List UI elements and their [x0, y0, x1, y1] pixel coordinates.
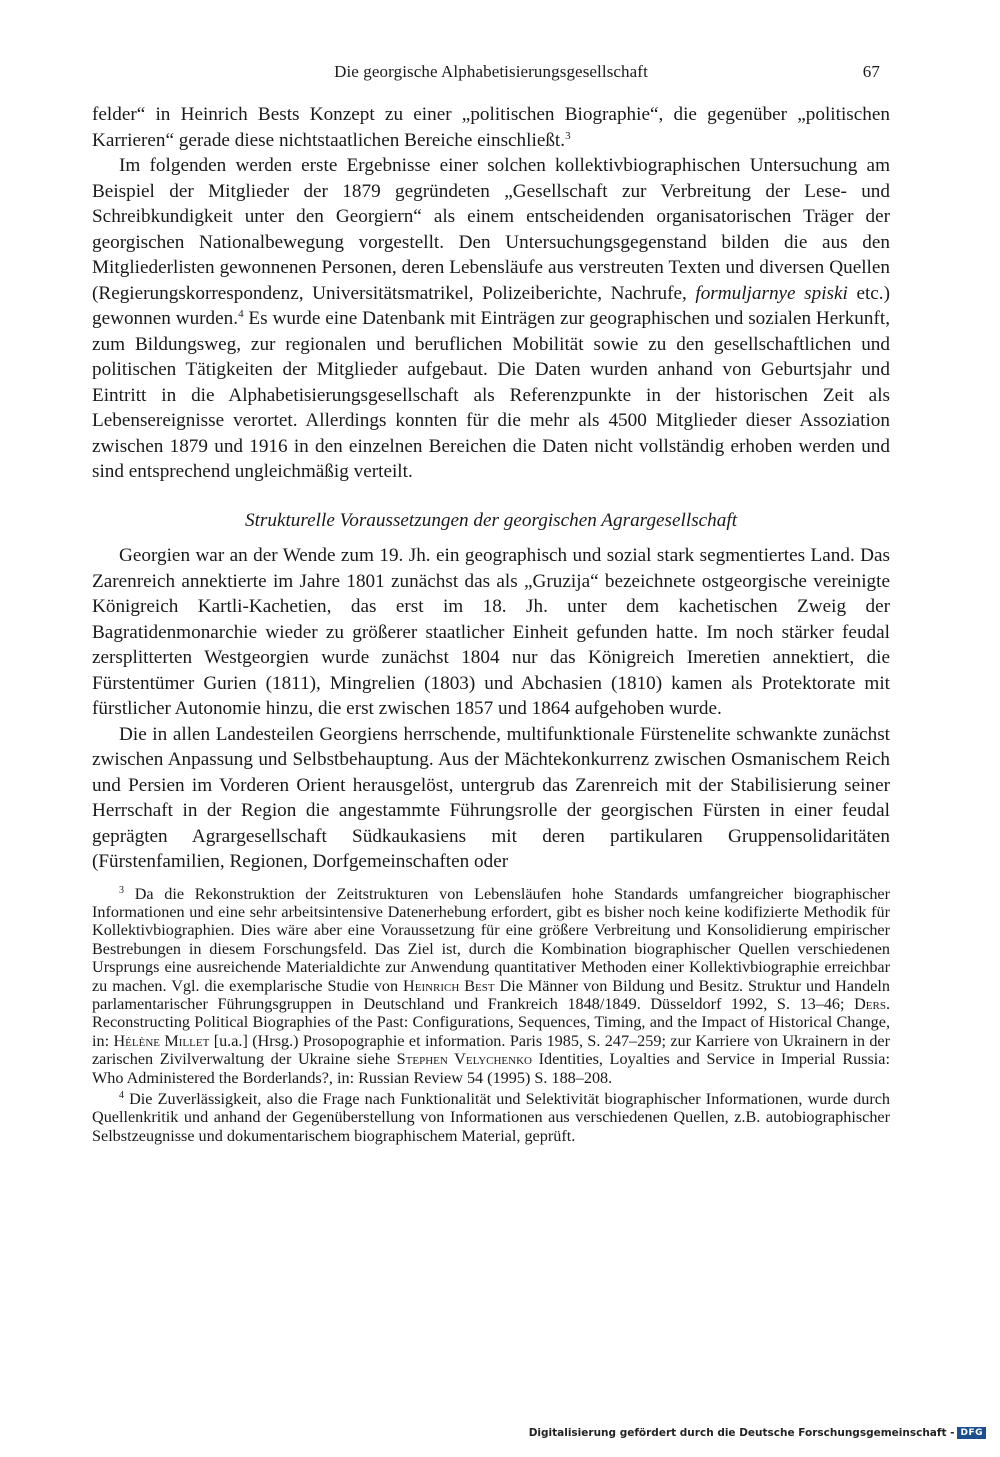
running-title: Die georgische Alphabetisierungsgesellschaft: [334, 62, 648, 81]
footnote-3-author-ders: Ders.: [854, 994, 890, 1013]
digitization-credit: [529, 1427, 986, 1439]
paragraph-2-text-c: Es wurde eine Datenbank mit Einträgen zur geographischen und sozialen Herkunft, zum Bildungsweg, zur regionalen und beruflichen Mobilität sowie zu den gesellschaftlichen und politischen Tätigkeiten der Mitglieder aufgebaut. Die Daten wurden anhand von Geburtsjahr und Eintritt in die Alphabetisierungsgesellschaft als Referenzpunkte in der historischen Zeit als Lebensereignisse verortet. Allerdings konnten für die mehr als 4500 Mitglieder dieser Assoziation zwischen 1879 und 1916 in den einzelnen Bereichen die Daten nicht vollständig erhoben werden und sind entsprechend ungleichmäßig verteilt.: [92, 308, 890, 482]
dfg-logo: DFG: [957, 1427, 986, 1439]
footnote-4-text: Die Zuverlässigkeit, also die Frage nach Funktionalität und Selektivität biographischer Informationen, wurde durch Quellenkritik und anhand der Gegenüberstellung von Informationen aus verschiedenen Quellen, z.B. autobiographischer Selbstzeugnisse und dokumentarischem biographischem Material, geprüft.: [92, 1089, 890, 1145]
page-number: 67: [862, 62, 880, 81]
paragraph-3: Georgien war an der Wende zum 19. Jh. ein geographisch und sozial stark segmentiertes Land. Das Zarenreich annektierte im Jahre 1801 zunächst das als „Gruzija“ bezeichnete ostgeorgische vereinigte Königreich Kartli-Kachetien, das erst im 18. Jh. unter dem kachetischen Zweig der Bagratidenmonarchie wieder zu größerer staatlicher Einheit gefunden hatte. Im noch stärker feudal zersplitterten Westgeorgien wurde zunächst 1804 nur das Königreich Imeretien annektiert, die Fürstentümer Gurien (1811), Mingrelien (1803) und Abchasien (1810) kamen als Protektorate mit fürstlicher Autonomie hinzu, die erst zwischen 1857 und 1864 aufgehoben wurde.: [92, 545, 890, 719]
footnotes: [92, 885, 890, 1146]
footnote-3-number: 3: [119, 884, 124, 896]
footnote-3-text-5: Identities, Loyalties and Service in Imperial Russia: Who Administered the Borderlands?, in: Russian Review 54 (1995) S. 188–208.: [92, 1050, 890, 1087]
paragraph-2-italic-term: formuljarnye spiski: [695, 282, 848, 304]
body-text: [92, 102, 890, 875]
paragraph-2-text-b: etc.) gewonnen wurden.: [92, 282, 890, 329]
paragraph-4: Die in allen Landesteilen Georgiens herrschende, multifunktionale Fürstenelite schwankte zunächst zwischen Anpassung und Selbstbehauptung. Aus der Mächtekonkurrenz zwischen Osmanischem Reich und Persien im Vorderen Orient herausgelöst, untergrub das Zarenreich mit der Stabilisierung seiner Herrschaft in der Region die angestammte Führungsrolle der georgischen Fürsten in einer feudal geprägten Agrargesellschaft Südkaukasiens mit deren partikularen Gruppensolidaritäten (Fürstenfamilien, Regionen, Dorfgemeinschaften oder: [92, 723, 890, 872]
footnote-4: [92, 1090, 890, 1145]
footnote-3-author-velychenko: Stephen Velychenko: [396, 1050, 532, 1069]
footnote-3-text-4: [u.a.] (Hrsg.) Prosopographie et information. Paris 1985, S. 247–259; zur Karriere von Ukrainern in der zarischen Zivilverwaltung der Ukraine siehe: [92, 1031, 890, 1069]
book-page: [92, 56, 890, 1145]
footnote-3: [92, 885, 890, 1087]
paragraph-1: [92, 102, 890, 153]
digitization-credit-text: Digitalisierung gefördert durch die Deutsche Forschungsgemeinschaft -: [528, 1427, 955, 1439]
footnote-3-text-3: Reconstructing Political Biographies of the Past: Configurations, Sequences, Timing, and the Impact of Historical Change, in:: [92, 1013, 890, 1050]
footnote-3-text-2: Die Männer von Bildung und Besitz. Struktur und Handeln parlamentarischer Führungsgruppen in Deutschland und Frankreich 1848/1849. Düsseldorf 1992, S. 13–46;: [92, 976, 890, 1013]
footnote-ref-3[interactable]: 3: [565, 129, 571, 142]
paragraph-2-text-a: Im folgenden werden erste Ergebnisse einer solchen kollektivbiographischen Untersuchung am Beispiel der Mitglieder der 1879 gegründeten „Gesellschaft zur Verbreitung der Lese- und Schreibkundigkeit unter den Georgiern“ als einem entscheidenden organisatorischen Träger der georgischen Nationalbewegung vorgestellt. Den Untersuchungsgegenstand bilden die aus den Mitgliederlisten gewonnenen Personen, deren Lebensläufe aus verstreuten Texten und diversen Quellen (Regierungskorrespondenz, Universitätsmatrikel, Polizeiberichte, Nachrufe,: [92, 155, 890, 304]
footnote-4-number: 4: [119, 1089, 124, 1101]
footnote-3-author-best: Heinrich Best: [403, 976, 495, 995]
paragraph-2: [92, 153, 890, 485]
footnote-ref-4[interactable]: 4: [238, 308, 244, 320]
running-head: [92, 56, 890, 86]
footnote-3-author-millet: Hélène Millet: [113, 1031, 210, 1050]
section-heading: Strukturelle Voraussetzungen der georgischen Agrargesellschaft: [244, 509, 738, 531]
footnote-3-text-1: Da die Rekonstruktion der Zeitstrukturen von Lebensläufen hohe Standards umfangreicher biographischer Informationen und eine sehr arbeitsintensive Datenerhebung erfordert, gibt es bisher noch keine kodifizierte Methodik für Kollektivbiographien. Dies wäre aber eine Voraussetzung für eine größere Verbreitung und Konsolidierung empirischer Bestrebungen in diesem Forschungsfeld. Das Ziel ist, durch die Kombination biographischer Quellen verschiedenen Ursprungs eine ausreichende Materialdichte zur Anwendung quantitativer Methoden einer Kollektivbiographie erreichbar zu machen. Vgl. die exemplarische Studie von: [92, 884, 890, 995]
paragraph-1-text: felder“ in Heinrich Bests Konzept zu einer „politischen Biographie“, die gegenüber „politischen Karrieren“ gerade diese nichtstaatlichen Bereiche einschließt.: [92, 104, 890, 151]
